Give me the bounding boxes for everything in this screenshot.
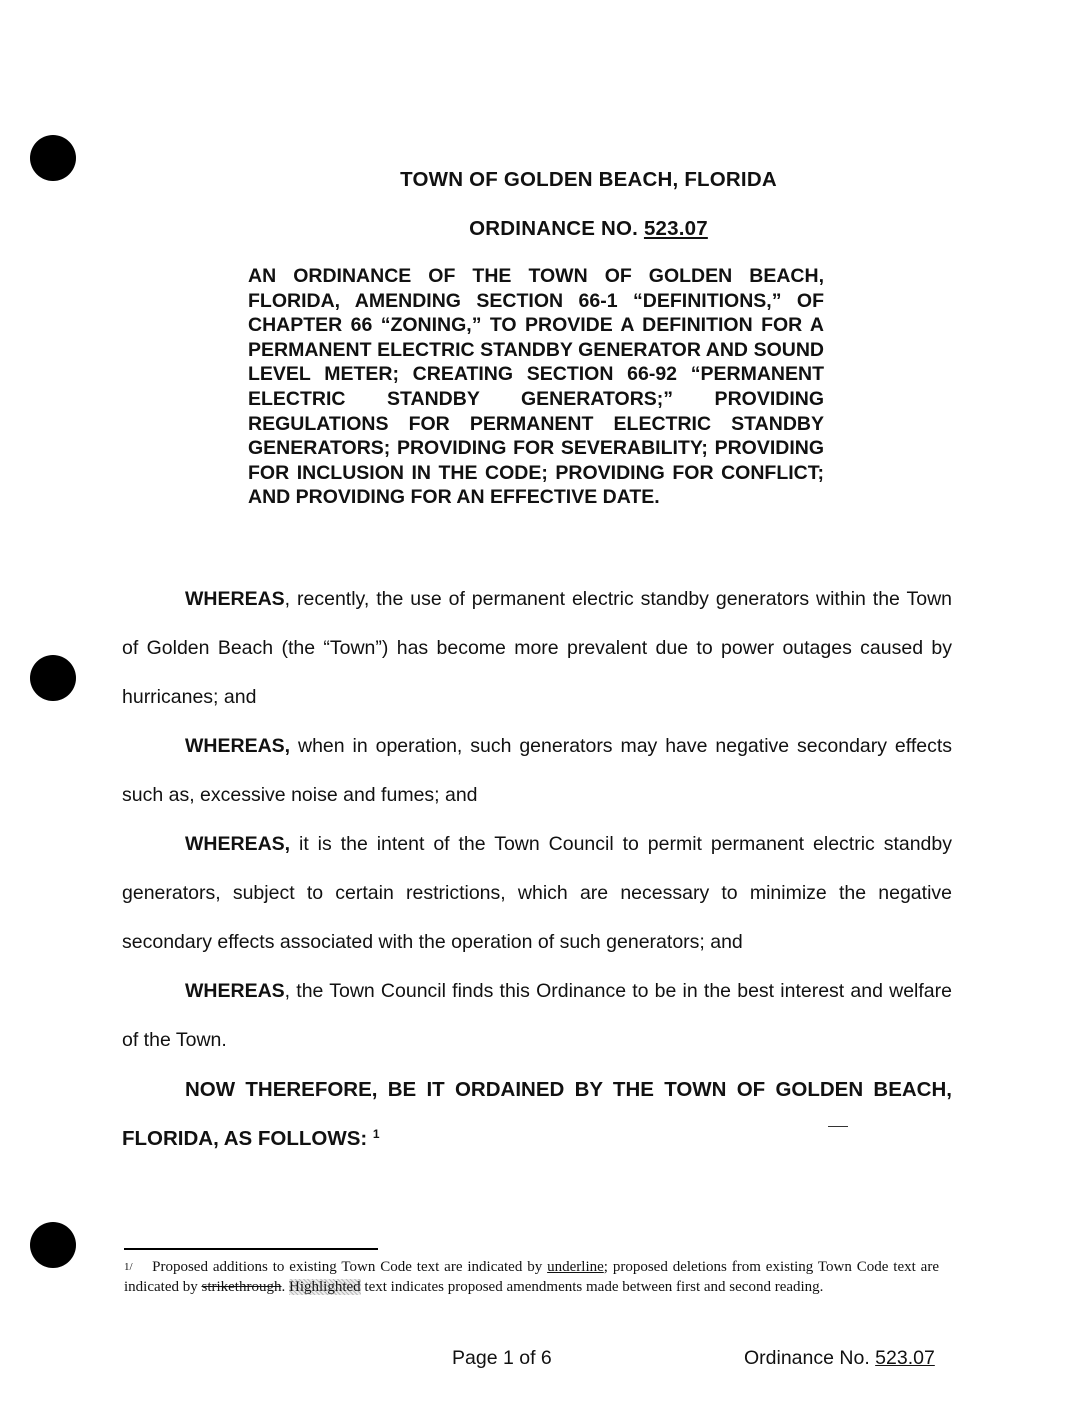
footnote-text-3: . <box>281 1279 289 1295</box>
footnote-underline-example: underline <box>547 1259 604 1275</box>
town-heading: TOWN OF GOLDEN BEACH, FLORIDA <box>400 168 777 191</box>
recital-text: , the Town Council finds this Ordinance to be in the best interest and welfare of the Town. <box>122 980 952 1051</box>
ordinance-heading <box>0 217 1089 241</box>
page-number: Page 1 of 6 <box>452 1347 552 1369</box>
ordinance-caption: AN ORDINANCE OF THE TOWN OF GOLDEN BEACH, FLORIDA, AMENDING SECTION 66-1 “DEFINITIONS,” OF CHAPTER 66 “ZONING,” TO PROVIDE A DEFINITION FOR A PERMANENT ELECTRIC STANDBY GENERATOR AND SOUND LEVEL METER; CREATING SECTION 66-92 “PERMANENT ELECTRIC STANDBY GENERATORS;” PROVIDING REGULATIONS FOR PERMANENT ELECTRIC STANDBY GENERATORS; PROVIDING FOR SEVERABILITY; PROVIDING FOR INCLUSION IN THE CODE; PROVIDING FOR CONFLICT; AND PROVIDING FOR AN EFFECTIVE DATE. <box>248 265 824 509</box>
ordinance-prefix: ORDINANCE NO. <box>469 217 644 240</box>
recital-lead: WHEREAS, <box>185 833 291 855</box>
recital-text: when in operation, such generators may have negative secondary effects such as, excessive noise and fumes; and <box>122 735 952 806</box>
footer-ordinance-prefix: Ordinance No. <box>744 1347 876 1369</box>
recital-text: , recently, the use of permanent electric standby generators within the Town of Golden Beach (the “Town”) has become more prevalent due to power outages caused by hurricanes; and <box>122 588 952 708</box>
punch-hole <box>30 655 76 701</box>
recital-paragraph <box>122 967 952 1065</box>
enacting-clause <box>122 1065 952 1163</box>
enacting-text: NOW THEREFORE, BE IT ORDAINED BY THE TOWN OF GOLDEN BEACH, FLORIDA, AS FOLLOWS: <box>122 1078 952 1150</box>
footnote-strikethrough-example: strikethrough <box>201 1279 282 1295</box>
footnote-marker: 1/ <box>124 1261 133 1273</box>
footnote <box>124 1257 939 1297</box>
footnote-text-2: ; proposed deletions from existing Town Code text are indicated by <box>124 1259 939 1295</box>
footer-ordinance-number: 523.07 <box>875 1347 935 1369</box>
ordinance-number: 523.07 <box>643 217 708 240</box>
footer-ordinance <box>744 1347 935 1370</box>
recital-paragraph <box>122 820 952 967</box>
footnote-text-1: Proposed additions to existing Town Code text are indicated by <box>152 1259 548 1275</box>
recital-lead: WHEREAS, <box>185 735 291 757</box>
scan-mark <box>828 1126 848 1127</box>
recital-paragraph <box>122 722 952 820</box>
recital-lead: WHEREAS <box>185 980 285 1002</box>
punch-hole <box>30 1222 76 1268</box>
footnote-highlight-example: Highlighted <box>288 1279 361 1295</box>
recital-lead: WHEREAS <box>185 588 285 610</box>
footnote-reference: 1 <box>372 1127 380 1141</box>
footnote-text-4: text indicates proposed amendments made between first and second reading. <box>360 1279 824 1295</box>
recital-text: it is the intent of the Town Council to permit permanent electric standby generators, subject to certain restrictions, which are necessary to minimize the negative secondary effects associated with the operation of such generators; and <box>122 833 952 953</box>
footnote-divider <box>124 1248 378 1250</box>
recital-paragraph <box>122 575 952 722</box>
